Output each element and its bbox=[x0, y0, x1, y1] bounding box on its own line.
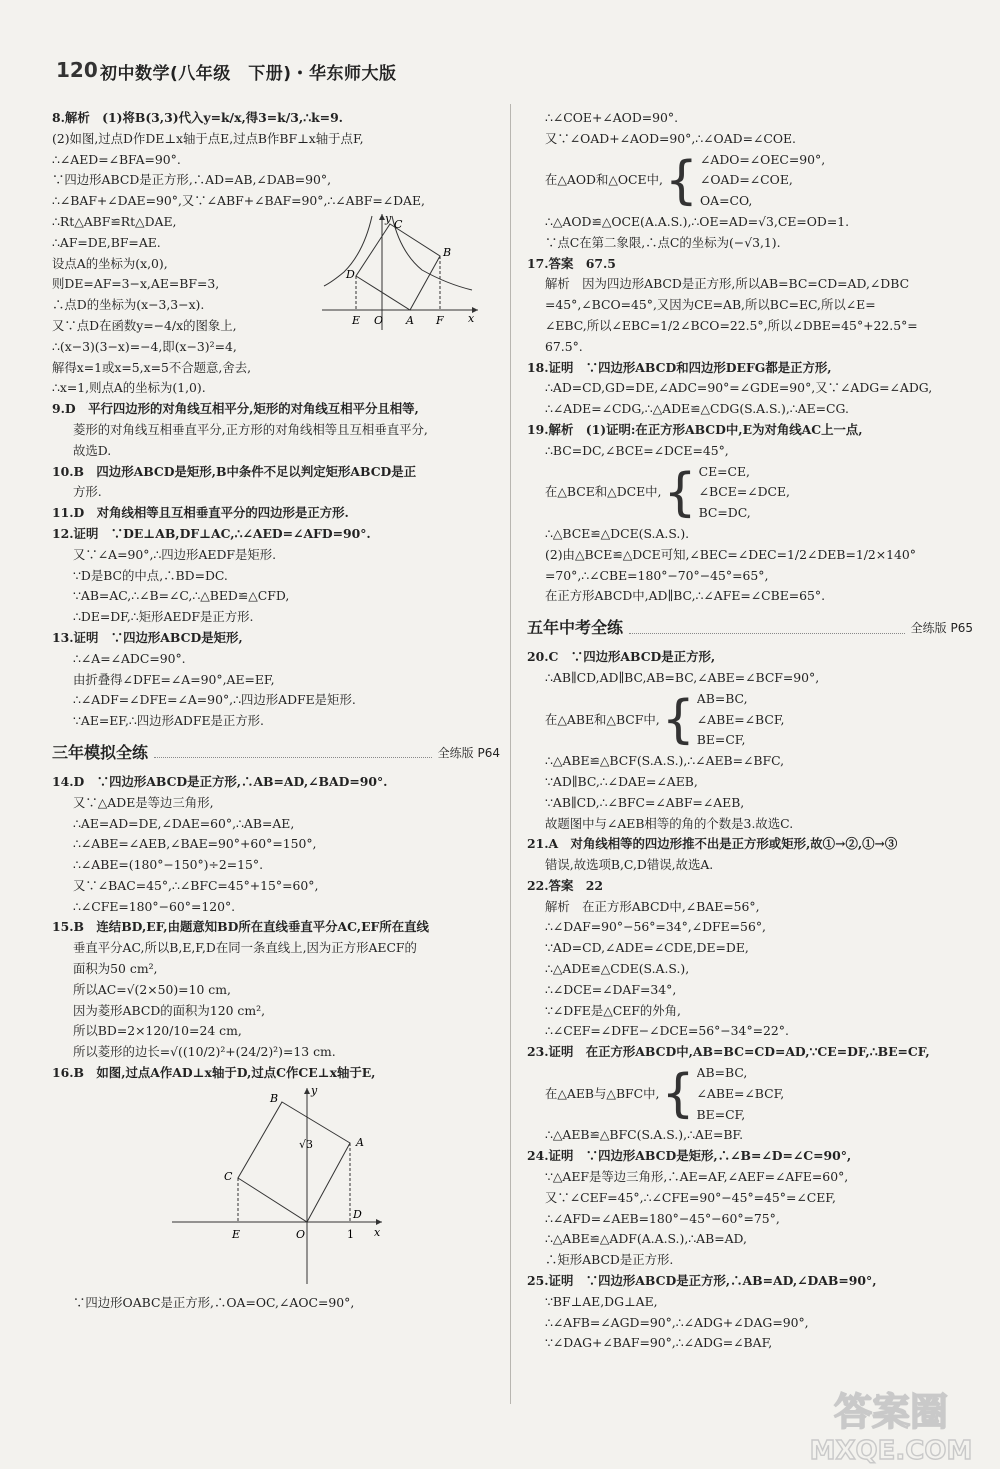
text-line: ∴矩形ABCD是正方形. bbox=[545, 1252, 674, 1268]
text-line: 则DE=AF=3−x,AE=BF=3, bbox=[52, 276, 220, 292]
text-line: ∵AB∥CD,∴∠BFC=∠ABF=∠AEB, bbox=[545, 794, 745, 810]
text-line: ∴∠ABE=(180°−150°)÷2=15°. bbox=[73, 857, 264, 873]
text-line: 17.答案 67.5 bbox=[527, 255, 616, 271]
problem-24 bbox=[527, 1146, 973, 1271]
text-line: ∵AE=EF,∴四边形ADFE是正方形. bbox=[73, 713, 264, 729]
text-line: 所以AC=√(2×50)=10 cm, bbox=[73, 981, 231, 997]
problem-11 bbox=[52, 503, 500, 524]
text-line: ∴∠DAF=90°−56°=34°,∠DFE=56°, bbox=[545, 919, 766, 935]
problem-16-cont bbox=[527, 108, 973, 254]
text-line: ∴∠COE+∠AOD=90°. bbox=[545, 110, 679, 125]
text-line: ∴AB∥CD,AD∥BC,AB=BC,∠ABE=∠BCF=90°, bbox=[545, 669, 820, 685]
equation-system bbox=[527, 462, 973, 524]
fig1-label: D bbox=[346, 267, 355, 281]
text-line: ∠ABE=∠BCF, bbox=[696, 1085, 785, 1101]
text-line: ∵四边形OABC是正方形,∴OA=OC,∠AOC=90°, bbox=[73, 1294, 355, 1310]
text-line: 在△BCE和△DCE中, bbox=[545, 484, 662, 500]
fig1-label: A bbox=[406, 313, 414, 327]
problem-19 bbox=[527, 420, 973, 607]
text-line: ∴△AEB≌△BFC(S.A.S.),∴AE=BF. bbox=[545, 1127, 744, 1143]
text-line: 解得x=1或x=5,x=5不合题意,舍去, bbox=[52, 359, 252, 375]
text-line: 19.解析 (1)证明:在正方形ABCD中,E为对角线AC上一点, bbox=[527, 421, 863, 437]
text-line: ∴(x−3)(3−x)=−4,即(x−3)²=4, bbox=[52, 338, 237, 354]
text-line: 10.B 四边形ABCD是矩形,B中条件不足以判定矩形ABCD是正 bbox=[52, 463, 417, 479]
text-line: ∵∠DFE是△CEF的外角, bbox=[545, 1002, 681, 1018]
text-line: ∴DE=DF,∴矩形AEDF是正方形. bbox=[73, 609, 254, 625]
fig2-label: A bbox=[356, 1135, 364, 1149]
text-line: ∴∠DCE=∠DAF=34°, bbox=[545, 981, 677, 997]
text-line: OA=CO, bbox=[700, 193, 753, 209]
fig2-label: 1 bbox=[347, 1227, 354, 1241]
square-figure-16 bbox=[172, 1086, 387, 1286]
fig1-label: F bbox=[436, 313, 444, 327]
fig1-label: C bbox=[394, 217, 403, 231]
text-line: BE=CF, bbox=[696, 1106, 746, 1122]
text-line: 故题图中与∠AEB相等的角的个数是3.故选C. bbox=[545, 815, 794, 831]
brace-symbol: { bbox=[663, 462, 697, 523]
fig2-label: O bbox=[296, 1227, 306, 1241]
section-title: 三年模拟全练 bbox=[52, 742, 149, 762]
fig2-label: y bbox=[311, 1085, 318, 1097]
text-line: 在△AEB与△BFC中, bbox=[545, 1085, 660, 1101]
text-line: ∴BC=DC,∠BCE=∠DCE=45°, bbox=[545, 442, 729, 458]
problem-25 bbox=[527, 1271, 973, 1354]
problem-21 bbox=[527, 834, 973, 876]
text-line: 在正方形ABCD中,AD∥BC,∴∠AFE=∠CBE=65°. bbox=[545, 588, 826, 604]
text-line: 67.5°. bbox=[545, 338, 583, 354]
problem-13 bbox=[52, 628, 500, 732]
section-header-five-year bbox=[527, 615, 973, 641]
text-line: ∴AD=CD,GD=DE,∠ADC=90°=∠GDE=90°,又∵∠ADG=∠ADG, bbox=[545, 380, 933, 396]
text-line: 又∵∠A=90°,∴四边形AEDF是矩形. bbox=[73, 546, 277, 562]
text-line: 又∵∠OAD+∠AOD=90°,∴∠OAD=∠COE. bbox=[545, 130, 796, 146]
text-line: 错误,故选项B,C,D错误,故选A. bbox=[545, 857, 714, 873]
brace-symbol: { bbox=[664, 150, 698, 211]
fig2-label: C bbox=[224, 1169, 233, 1183]
problem-10 bbox=[52, 462, 500, 504]
text-line: ∴∠CFE=180°−60°=120°. bbox=[73, 898, 236, 914]
problem-15 bbox=[52, 917, 500, 1063]
problem-20 bbox=[527, 647, 973, 834]
page-header bbox=[48, 56, 478, 90]
text-line: ∴x=1,则点A的坐标为(1,0). bbox=[52, 380, 206, 396]
problem-12 bbox=[52, 524, 500, 628]
problem-9 bbox=[52, 399, 500, 461]
text-line: ∴△ABE≌△BCF(S.A.S.),∴∠AEB=∠BFC, bbox=[545, 753, 785, 769]
text-line: 所以BD=2×120/10=24 cm, bbox=[73, 1023, 242, 1039]
text-line: ∴∠BAF+∠DAE=90°,又∵∠ABF+∠BAF=90°,∴∠ABF=∠DAE, bbox=[52, 193, 425, 209]
section-title: 五年中考全练 bbox=[527, 617, 624, 637]
section-header-three-year bbox=[52, 740, 500, 766]
column-divider bbox=[510, 104, 511, 1404]
text-line: ∴∠AED=∠BFA=90°. bbox=[52, 151, 181, 167]
text-line: ∴∠CEF=∠DFE−∠DCE=56°−34°=22°. bbox=[545, 1023, 789, 1039]
text-line: 垂直平分AC,所以B,E,F,D在同一条直线上,因为正方形AECF的 bbox=[73, 940, 417, 956]
text-line: ∵四边形ABCD是正方形,∴AD=AB,∠DAB=90°, bbox=[52, 172, 332, 188]
coordinate-figure-8 bbox=[322, 212, 482, 332]
watermark-line2: MXQE.COM bbox=[809, 1436, 973, 1465]
fig2-label: √3 bbox=[299, 1137, 314, 1151]
text-line: ∴∠AFD=∠AEB=180°−45°−60°=75°, bbox=[545, 1210, 780, 1226]
text-line: ∠ADO=∠OEC=90°, bbox=[700, 151, 826, 167]
text-line: ∵BF⊥AE,DG⊥AE, bbox=[545, 1293, 658, 1309]
text-line: 面积为50 cm², bbox=[73, 961, 158, 977]
text-line: BE=CF, bbox=[696, 732, 746, 748]
text-line: 18.证明 ∵四边形ABCD和四边形DEFG都是正方形, bbox=[527, 359, 832, 375]
text-line: ∵△AEF是等边三角形,∴AE=AF,∠AEF=∠AFE=60°, bbox=[545, 1169, 849, 1185]
fig2-label: x bbox=[374, 1225, 381, 1239]
problem-16 bbox=[52, 1063, 500, 1313]
text-line: 20.C ∵四边形ABCD是正方形, bbox=[527, 649, 716, 665]
text-line: 又∵∠CEF=45°,∴∠CFE=90°−45°=45°=∠CEF, bbox=[545, 1189, 836, 1205]
text-line: ∴△AOD≌△OCE(A.A.S.),∴OE=AD=√3,CE=OD=1. bbox=[545, 213, 850, 229]
equation-system bbox=[527, 689, 973, 751]
section-leader-dots bbox=[629, 623, 905, 634]
fig1-label: y bbox=[385, 211, 392, 225]
text-line: 13.证明 ∵四边形ABCD是矩形, bbox=[52, 629, 243, 645]
text-line: (2)由△BCE≌△DCE可知,∠BEC=∠DEC=1/2∠DEB=1/2×140° bbox=[545, 546, 916, 562]
text-line: ∴∠A=∠ADC=90°. bbox=[73, 650, 186, 666]
problem-22 bbox=[527, 876, 973, 1042]
text-line: ∴△ADE≌△CDE(S.A.S.), bbox=[545, 961, 690, 977]
text-line: 22.答案 22 bbox=[527, 877, 603, 893]
text-line: 24.证明 ∵四边形ABCD是矩形,∴∠B=∠D=∠C=90°, bbox=[527, 1148, 852, 1164]
problem-18 bbox=[527, 358, 973, 420]
text-line: 16.B 如图,过点A作AD⊥x轴于D,过点C作CE⊥x轴于E, bbox=[52, 1065, 376, 1081]
text-line: 12.证明 ∵DE⊥AB,DF⊥AC,∴∠AED=∠AFD=90°. bbox=[52, 525, 371, 541]
text-line: 解析 在正方形ABCD中,∠BAE=56°, bbox=[545, 898, 760, 914]
text-line: AB=BC, bbox=[696, 690, 748, 706]
section-leader-dots bbox=[154, 747, 432, 758]
page-title: 初中数学(八年级 下册)・华东师大版 bbox=[100, 64, 397, 84]
text-line: 方形. bbox=[73, 484, 102, 500]
text-line: 21.A 对角线相等的四边形推不出是正方形或矩形,故①→②,①→③ bbox=[527, 836, 898, 852]
fig1-label: x bbox=[468, 311, 475, 325]
brace-symbol: { bbox=[661, 1064, 695, 1125]
right-column bbox=[527, 108, 973, 1354]
text-line: 故选D. bbox=[73, 442, 112, 458]
text-line: 又∵点D在函数y=−4/x的图象上, bbox=[52, 317, 237, 333]
text-line: 15.B 连结BD,EF,由题意知BD所在直线垂直平分AC,EF所在直线 bbox=[52, 919, 429, 935]
text-line: ∠EBC,所以∠EBC=1/2∠BCO=22.5°,所以∠DBE=45°+22.5°= bbox=[545, 317, 918, 333]
text-line: AB=BC, bbox=[696, 1065, 748, 1081]
fig2-label: E bbox=[232, 1227, 241, 1241]
text-line: 菱形的对角线互相垂直平分,正方形的对角线相等且互相垂直平分, bbox=[73, 421, 428, 437]
text-line: CE=CE, bbox=[698, 463, 750, 479]
text-line: =70°,∴∠CBE=180°−70°−45°=65°, bbox=[545, 567, 769, 583]
text-line: BC=DC, bbox=[698, 505, 751, 521]
text-line: 8.解析 (1)将B(3,3)代入y=k/x,得3=k/3,∴k=9. bbox=[52, 110, 343, 125]
text-line: ∴点D的坐标为(x−3,3−x). bbox=[52, 297, 205, 313]
text-line: ∴AE=AD=DE,∠DAE=60°,∴AB=AE, bbox=[73, 815, 295, 831]
text-line: ∴∠ADF=∠DFE=∠A=90°,∴四边形ADFE是矩形. bbox=[73, 692, 356, 708]
text-line: 11.D 对角线相等且互相垂直平分的四边形是正方形. bbox=[52, 505, 349, 521]
brace-symbol: { bbox=[661, 689, 695, 750]
text-line: 23.证明 在正方形ABCD中,AB=BC=CD=AD,∵CE=DF,∴BE=CF, bbox=[527, 1044, 930, 1060]
watermark-logo bbox=[796, 1379, 986, 1465]
text-line: ∵AB=AC,∴∠B=∠C,∴△BED≌△CFD, bbox=[73, 588, 290, 604]
left-column bbox=[52, 108, 500, 1313]
page-number: 120 bbox=[56, 58, 98, 82]
text-line: ∴△ABE≌△ADF(A.A.S.),∴AB=AD, bbox=[545, 1231, 747, 1247]
fig1-label: E bbox=[352, 313, 361, 327]
text-line: ∴△BCE≌△DCE(S.A.S.). bbox=[545, 525, 690, 541]
text-line: 又∵∠BAC=45°,∴∠BFC=45°+15°=60°, bbox=[73, 877, 319, 893]
text-line: ∠ABE=∠BCF, bbox=[696, 711, 785, 727]
problem-14 bbox=[52, 772, 500, 918]
text-line: ∴Rt△ABF≌Rt△DAE, bbox=[52, 213, 177, 229]
text-line: (2)如图,过点D作DE⊥x轴于点E,过点B作BF⊥x轴于点F, bbox=[52, 130, 364, 146]
fig2-label: B bbox=[270, 1091, 279, 1105]
equation-system bbox=[527, 150, 973, 212]
text-line: ∴∠AFB=∠AGD=90°,∴∠ADG+∠DAG=90°, bbox=[545, 1314, 809, 1330]
text-line: 解析 因为四边形ABCD是正方形,所以AB=BC=CD=AD,∠DBC bbox=[545, 276, 910, 292]
text-line: 25.证明 ∵四边形ABCD是正方形,∴AB=AD,∠DAB=90°, bbox=[527, 1273, 877, 1289]
text-line: 因为菱形ABCD的面积为120 cm², bbox=[73, 1002, 266, 1018]
text-line: 设点A的坐标为(x,0), bbox=[52, 255, 168, 271]
fig2-label: D bbox=[353, 1207, 362, 1221]
text-line: =45°,∠BCO=45°,又因为CE=AB,所以BC=EC,所以∠E= bbox=[545, 297, 876, 313]
fig1-label: O bbox=[374, 313, 384, 327]
text-line: ∵点C在第二象限,∴点C的坐标为(−√3,1). bbox=[545, 234, 781, 250]
watermark-line1: 答案圈 bbox=[833, 1390, 949, 1434]
equation-system bbox=[527, 1063, 973, 1125]
text-line: 14.D ∵四边形ABCD是正方形,∴AB=AD,∠BAD=90°. bbox=[52, 773, 388, 789]
fig1-label: B bbox=[443, 245, 452, 259]
problem-8 bbox=[52, 108, 500, 399]
text-line: ∴∠ADE=∠CDG,∴△ADE≌△CDG(S.A.S.),∴AE=CG. bbox=[545, 401, 849, 417]
text-line: ∴∠ABE=∠AEB,∠BAE=90°+60°=150°, bbox=[73, 836, 317, 852]
text-line: ∵∠DAG+∠BAF=90°,∴∠ADG=∠BAF, bbox=[545, 1335, 773, 1351]
text-line: ∵AD=CD,∠ADE=∠CDE,DE=DE, bbox=[545, 940, 749, 956]
text-line: ∠OAD=∠COE, bbox=[700, 172, 793, 188]
text-line: 在△AOD和△OCE中, bbox=[545, 172, 663, 188]
text-line: 在△ABE和△BCF中, bbox=[545, 711, 660, 727]
text-line: 又∵△ADE是等边三角形, bbox=[73, 794, 214, 810]
text-line: ∵D是BC的中点,∴BD=DC. bbox=[73, 567, 228, 583]
text-line: ∵AD∥BC,∴∠DAE=∠AEB, bbox=[545, 773, 698, 789]
problem-17 bbox=[527, 254, 973, 358]
text-line: 所以菱形的边长=√((10/2)²+(24/2)²)=13 cm. bbox=[73, 1044, 336, 1060]
problem-23 bbox=[527, 1042, 973, 1146]
text-line: 9.D 平行四边形的对角线互相平分,矩形的对角线互相平分且相等, bbox=[52, 401, 419, 417]
section-page-ref: 全练版 P65 bbox=[910, 620, 973, 635]
section-page-ref: 全练版 P64 bbox=[437, 745, 500, 760]
text-line: ∠BCE=∠DCE, bbox=[698, 484, 790, 500]
text-line: 由折叠得∠DFE=∠A=90°,AE=EF, bbox=[73, 671, 275, 687]
text-line: ∴AF=DE,BF=AE. bbox=[52, 234, 161, 250]
